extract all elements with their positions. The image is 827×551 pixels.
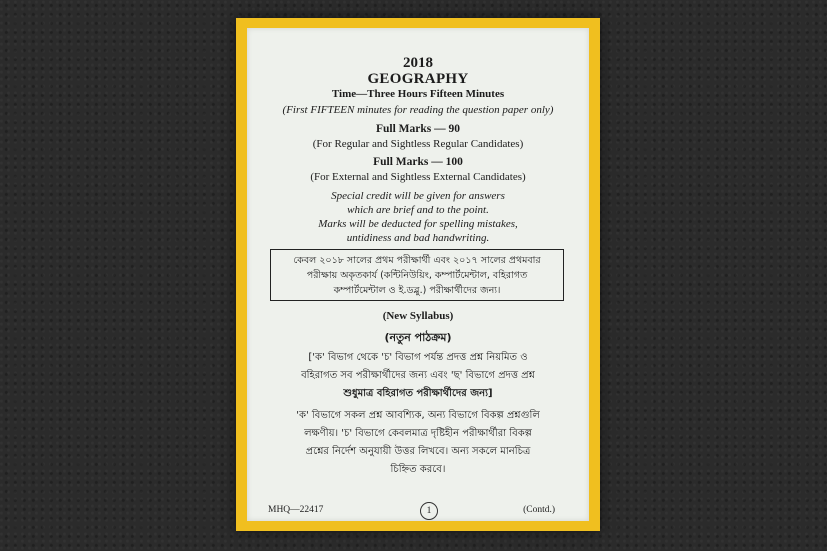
bengali-instruction-line: লক্ষণীয়। 'চ' বিভাগে কেবলমাত্র দৃষ্টিহীন পরীক্ষার্থীরা বিকল্প — [304, 428, 532, 439]
exam-year: 2018 — [403, 55, 433, 71]
continued-label: (Contd.) — [523, 505, 555, 515]
instruction-line: untidiness and bad handwriting. — [346, 232, 490, 244]
full-marks-regular-note: (For Regular and Sightless Regular Candidates) — [312, 138, 524, 150]
syllabus-bengali: (নতুন পাঠক্রম) — [384, 331, 452, 344]
question-paper — [247, 28, 589, 521]
instruction-line: Special credit will be given for answers — [331, 190, 505, 202]
bengali-instruction-line: ['ক' বিভাগ থেকে 'চ' বিভাগ পর্যন্ত প্রদত্ত প্রশ্ন নিয়মিত ও — [308, 352, 528, 363]
eligibility-line: পরীক্ষায় অকৃতকার্য (কন্টিনিউয়িং, কম্পার্টমেন্টাল, বহিরাগত — [306, 270, 528, 281]
instruction-line: Marks will be deducted for spelling mistakes, — [318, 218, 518, 230]
page-number: 1 — [420, 502, 438, 520]
eligibility-line: কম্পার্টমেন্টাল ও ই.ডব্লু.) পরীক্ষার্থীদের জন্য। — [333, 285, 501, 296]
eligibility-box — [270, 249, 564, 301]
bengali-instruction-line: 'ক' বিভাগে সকল প্রশ্ন আবশ্যিক, অন্য বিভাগে বিকল্প প্রশ্নগুলি — [296, 410, 540, 421]
yellow-frame — [236, 18, 600, 531]
bengali-instruction-line: শুধুমাত্র বহিরাগত পরীক্ষার্থীদের জন্য] — [343, 388, 493, 399]
full-marks-external-note: (For External and Sightless External Candidates) — [310, 171, 526, 183]
full-marks-external: Full Marks — 100 — [373, 156, 463, 168]
exam-duration: Time—Three Hours Fifteen Minutes — [331, 88, 505, 100]
full-marks-regular: Full Marks — 90 — [375, 123, 460, 135]
syllabus-english: (New Syllabus) — [382, 310, 454, 322]
bengali-instruction-line: প্রশ্নের নির্দেশ অনুযায়ী উত্তর লিখবে। অন্য সকলে মানচিত্র — [305, 446, 531, 457]
reading-time-note: (First FIFTEEN minutes for reading the question paper only) — [282, 104, 554, 116]
paper-code: MHQ—22417 — [268, 505, 324, 515]
subject-title: GEOGRAPHY — [367, 71, 469, 87]
eligibility-line: কেবল ২০১৮ সালের প্রথম পরীক্ষার্থী এবং ২০১৭ সালের প্রথমবার — [293, 255, 541, 266]
bengali-instruction-line: বহিরাগত সব পরীক্ষার্থীদের জন্য এবং 'ছ' বিভাগে প্রদত্ত প্রশ্ন — [301, 370, 535, 381]
instruction-line: which are brief and to the point. — [347, 204, 489, 216]
bengali-instruction-line: চিহ্নিত করবে। — [390, 464, 446, 475]
